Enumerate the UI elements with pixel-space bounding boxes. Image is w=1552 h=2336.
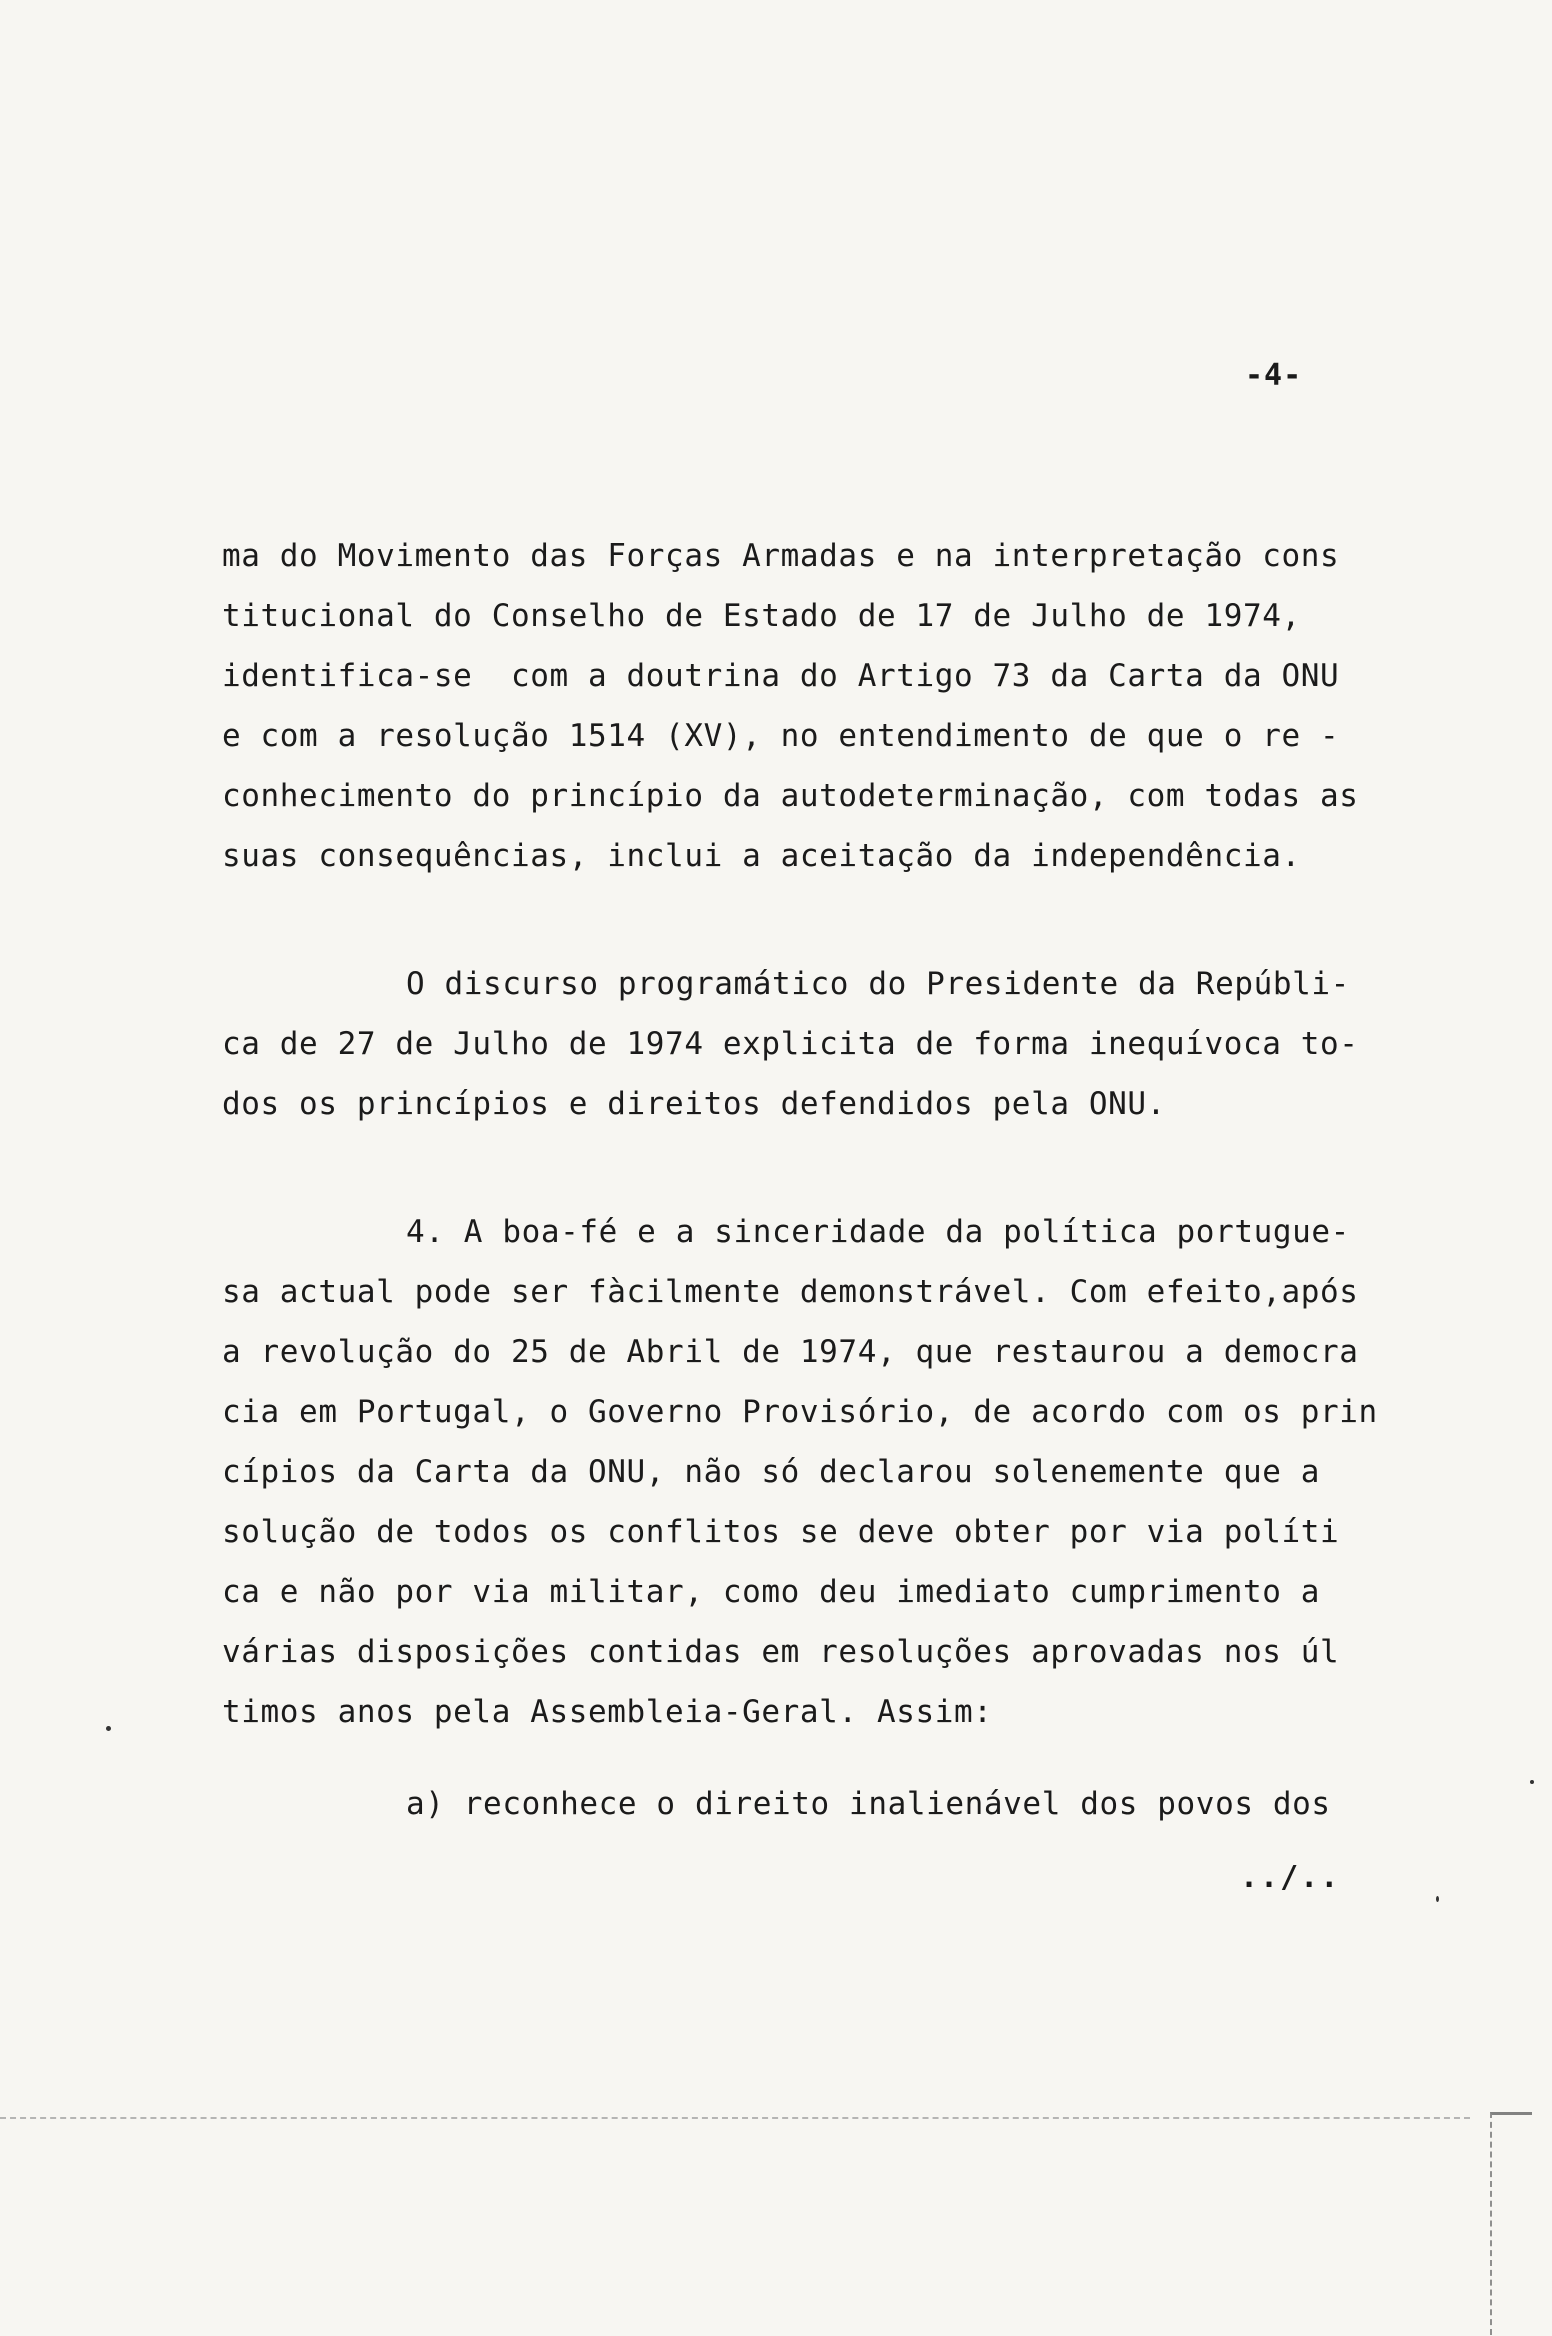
text-line: ma do Movimento das Forças Armadas e na interpretação cons — [222, 538, 1340, 574]
scan-speck — [1530, 1780, 1534, 1784]
text-line: a) reconhece o direito inalienável dos povos dos — [406, 1786, 1331, 1822]
text-line: O discurso programático do Presidente da Repúbli- — [406, 966, 1350, 1002]
text-line: suas consequências, inclui a aceitação da independência. — [222, 838, 1301, 874]
text-line: dos os princípios e direitos defendidos pela ONU. — [222, 1086, 1166, 1122]
page-number: -4- — [1245, 358, 1303, 393]
text-line: a revolução do 25 de Abril de 1974, que restaurou a democra — [222, 1334, 1359, 1370]
scan-speck — [106, 1726, 111, 1731]
text-line: cípios da Carta da ONU, não só declarou solenemente que a — [222, 1454, 1321, 1490]
text-line: ca de 27 de Julho de 1974 explicita de forma inequívoca to- — [222, 1026, 1359, 1062]
text-line: 4. A boa-fé e a sinceridade da política portugue- — [406, 1214, 1350, 1250]
text-line: identifica-se com a doutrina do Artigo 73 da Carta da ONU — [222, 658, 1340, 694]
text-line: conhecimento do princípio da autodeterminação, com todas as — [222, 778, 1359, 814]
text-line: sa actual pode ser fàcilmente demonstrável. Com efeito,após — [222, 1274, 1359, 1310]
text-line: várias disposições contidas em resoluções aprovadas nos úl — [222, 1634, 1340, 1670]
continuation-mark: ../.. — [1240, 1860, 1341, 1895]
text-line: timos anos pela Assembleia-Geral. Assim: — [222, 1694, 993, 1730]
text-line: titucional do Conselho de Estado de 17 de Julho de 1974, — [222, 598, 1301, 634]
text-line: e com a resolução 1514 (XV), no entendimento de que o re - — [222, 718, 1340, 754]
scan-fold-line — [0, 2117, 1470, 2119]
text-line: ca e não por via militar, como deu imediato cumprimento a — [222, 1574, 1321, 1610]
text-line: solução de todos os conflitos se deve obter por via políti — [222, 1514, 1340, 1550]
scan-speck — [1436, 1896, 1439, 1902]
scan-edge-mark — [1490, 2112, 1532, 2335]
text-line: cia em Portugal, o Governo Provisório, de acordo com os prin — [222, 1394, 1378, 1430]
